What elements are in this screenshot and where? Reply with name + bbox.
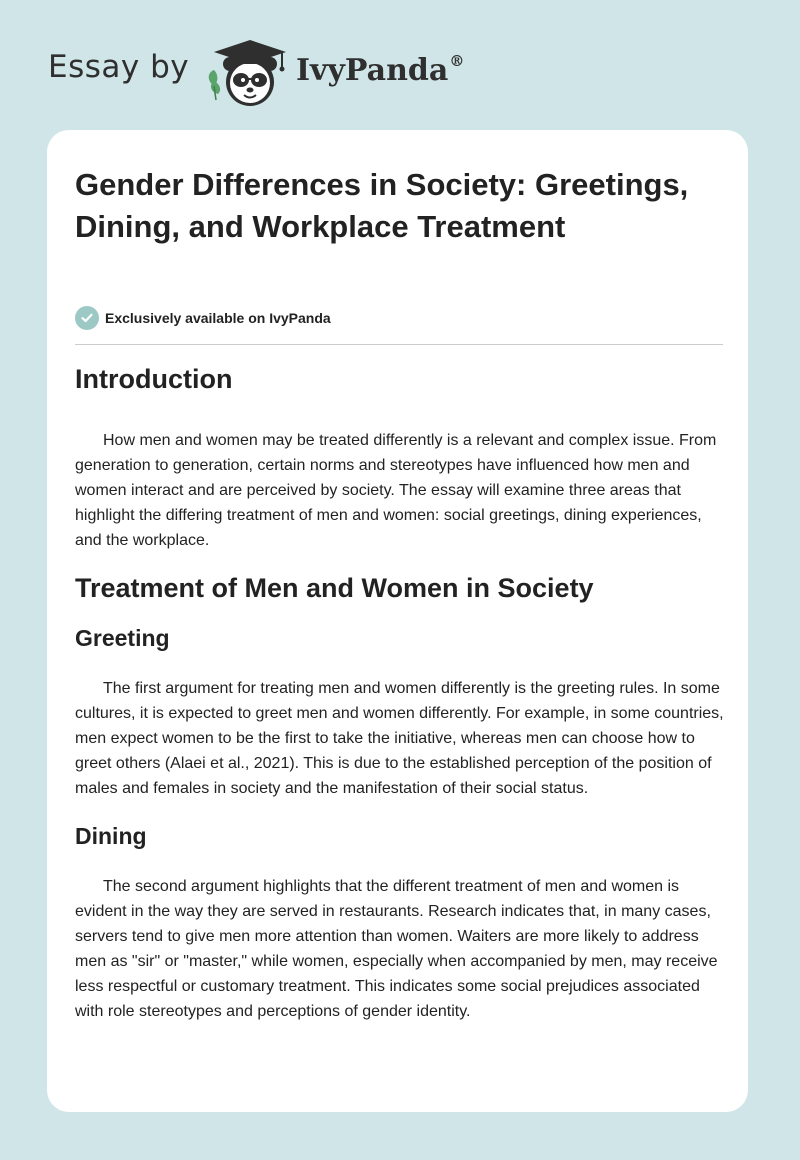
- exclusive-badge: [75, 306, 331, 330]
- section-heading-introduction: Introduction: [75, 364, 233, 394]
- essay-card: [47, 130, 748, 1112]
- title-divider: [75, 344, 723, 345]
- introduction-paragraph: How men and women may be treated differently is a relevant and complex issue. From generation to generation, certain norms and stereotypes have influenced how men and women interact and are perceived by society. The essay will examine three areas that highlight the differing treatment of men and women: social greetings, dining experiences, and the workplace.: [75, 432, 717, 549]
- subsection-heading-dining: Dining: [75, 823, 147, 849]
- greeting-paragraph: The first argument for treating men and women differently is the greeting rules. In some cultures, it is expected to greet men and women differently. For example, in some countries, men expect women to be the first to take the initiative, whereas men can choose how to greet others (Alaei et al., 2021). This is due to the established perception of the position of males and females in society and the manifestation of their social status.: [75, 680, 724, 797]
- site-header: [0, 0, 800, 130]
- essay-content: [75, 362, 727, 1024]
- brand-name-text: IvyPanda: [296, 53, 449, 88]
- essay-by-label: Essay by: [48, 49, 190, 85]
- exclusive-label: Exclusively available on IvyPanda: [105, 310, 331, 326]
- panda-logo-icon[interactable]: [200, 36, 294, 110]
- essay-title: Gender Differences in Society: Greetings, Dining, and Workplace Treatment: [75, 167, 689, 244]
- check-circle-icon: [75, 306, 99, 330]
- subsection-heading-greeting: Greeting: [75, 625, 170, 651]
- brand-name[interactable]: [296, 52, 464, 88]
- registered-mark: ®: [449, 52, 465, 70]
- section-heading-treatment: Treatment of Men and Women in Society: [75, 573, 594, 603]
- dining-paragraph: The second argument highlights that the different treatment of men and women is evident in the way they are served in restaurants. Research indicates that, in many cases, servers tend to give men more attention than women. Waiters are more likely to address men as "sir" or "master," while women, especially when accompanied by men, may receive less respectful or customary treatment. This indicates some social prejudices associated with role stereotypes and perceptions of gender identity.: [75, 878, 718, 1020]
